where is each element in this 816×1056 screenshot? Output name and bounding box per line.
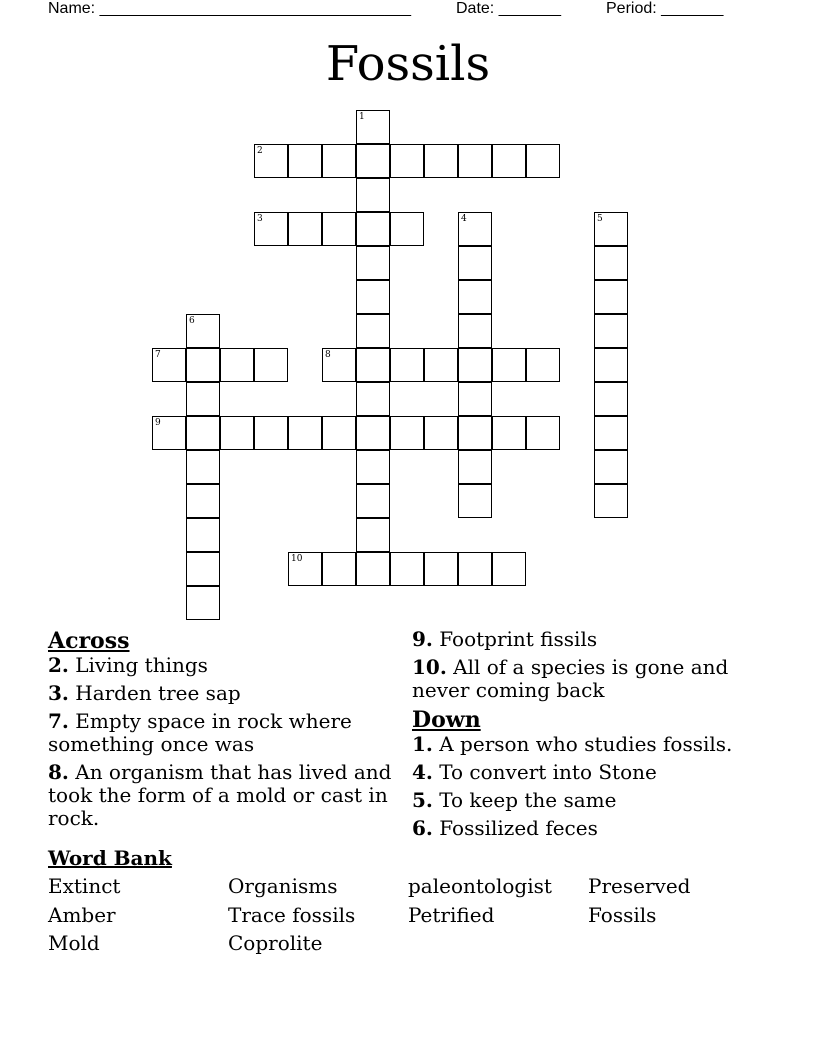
name-field: Name: ___________________________________ <box>48 0 412 17</box>
crossword-cell[interactable] <box>356 416 390 450</box>
crossword-cell[interactable] <box>526 144 560 178</box>
crossword-cell[interactable] <box>390 348 424 382</box>
crossword-cell[interactable] <box>458 212 492 246</box>
crossword-cell[interactable] <box>458 144 492 178</box>
crossword-cell[interactable] <box>424 348 458 382</box>
crossword-cell[interactable] <box>424 144 458 178</box>
crossword-cell[interactable] <box>322 212 356 246</box>
clues-right-column <box>412 628 792 845</box>
crossword-cell[interactable] <box>458 246 492 280</box>
across-heading: Across <box>48 628 130 654</box>
word-bank-item: Mold <box>48 931 100 955</box>
word-bank <box>48 873 768 959</box>
date-field: Date: _______ <box>456 0 561 17</box>
crossword-cell[interactable] <box>322 552 356 586</box>
crossword-cell[interactable] <box>356 348 390 382</box>
crossword-cell[interactable] <box>492 144 526 178</box>
crossword-cell[interactable] <box>526 348 560 382</box>
across-clue-9: 9. Footprint fissils <box>412 627 598 651</box>
crossword-cell[interactable] <box>186 348 220 382</box>
down-clue-4: 4. To convert into Stone <box>412 760 657 784</box>
crossword-cell[interactable] <box>356 178 390 212</box>
crossword-cell[interactable] <box>356 484 390 518</box>
crossword-cell[interactable] <box>390 212 424 246</box>
word-bank-item: Amber <box>48 902 116 927</box>
crossword-cell[interactable] <box>390 144 424 178</box>
word-bank-item: Preserved <box>588 874 691 898</box>
crossword-cell[interactable] <box>356 382 390 416</box>
crossword-cell[interactable] <box>356 450 390 484</box>
page-title: Fossils <box>325 36 491 92</box>
down-clue-5: 5. To keep the same <box>412 788 617 812</box>
clue-number: 9 <box>155 418 161 428</box>
crossword-cell[interactable] <box>492 552 526 586</box>
crossword-cell[interactable] <box>186 484 220 518</box>
crossword-cell[interactable] <box>254 348 288 382</box>
across-clue-3: 3. Harden tree sap <box>48 681 241 705</box>
clue-number: 4 <box>461 214 467 224</box>
across-clue-2: 2. Living things <box>48 653 208 677</box>
clue-number: 6 <box>189 316 195 326</box>
clue-number: 5 <box>597 214 603 224</box>
crossword-cell[interactable] <box>186 586 220 620</box>
crossword-cell[interactable] <box>594 484 628 518</box>
down-clue-1: 1. A person who studies fossils. <box>412 732 733 756</box>
crossword-cell[interactable] <box>356 110 390 144</box>
word-bank-item: Fossils <box>588 902 657 927</box>
crossword-cell[interactable] <box>322 144 356 178</box>
crossword-cell[interactable] <box>186 450 220 484</box>
crossword-cell[interactable] <box>254 416 288 450</box>
crossword-cell[interactable] <box>186 416 220 450</box>
crossword-cell[interactable] <box>356 246 390 280</box>
crossword-cell[interactable] <box>152 348 186 382</box>
crossword-cell[interactable] <box>254 212 288 246</box>
crossword-cell[interactable] <box>152 416 186 450</box>
crossword-cell[interactable] <box>288 416 322 450</box>
crossword-cell[interactable] <box>594 416 628 450</box>
down-clue-6: 6. Fossilized feces <box>412 816 598 840</box>
crossword-cell[interactable] <box>458 348 492 382</box>
crossword-cell[interactable] <box>458 382 492 416</box>
clue-number: 8 <box>325 350 331 360</box>
crossword-cell[interactable] <box>322 348 356 382</box>
clue-number: 2 <box>257 146 263 156</box>
word-bank-heading: Word Bank <box>48 846 172 870</box>
crossword-cell[interactable] <box>186 382 220 416</box>
crossword-cell[interactable] <box>424 552 458 586</box>
crossword-cell[interactable] <box>356 144 390 178</box>
crossword-cell[interactable] <box>322 416 356 450</box>
word-bank-item: Coprolite <box>228 931 323 955</box>
across-clue-7: 7. Empty space in rock where something once was <box>48 709 352 756</box>
crossword-cell[interactable] <box>220 416 254 450</box>
crossword-cell[interactable] <box>424 416 458 450</box>
crossword-cell[interactable] <box>594 246 628 280</box>
crossword-cell[interactable] <box>594 450 628 484</box>
down-heading: Down <box>412 707 481 733</box>
crossword-cell[interactable] <box>526 416 560 450</box>
word-bank-item: paleontologist <box>408 874 552 898</box>
crossword-cell[interactable] <box>458 280 492 314</box>
crossword-cell[interactable] <box>594 382 628 416</box>
word-bank-item: Trace fossils <box>228 902 356 927</box>
crossword-cell[interactable] <box>458 450 492 484</box>
crossword-cell[interactable] <box>356 314 390 348</box>
crossword-cell[interactable] <box>186 552 220 586</box>
crossword-cell[interactable] <box>220 348 254 382</box>
word-bank-item: Petrified <box>408 902 495 927</box>
clue-number: 10 <box>291 554 303 564</box>
crossword-cell[interactable] <box>356 552 390 586</box>
crossword-cell[interactable] <box>458 552 492 586</box>
crossword-cell[interactable] <box>254 144 288 178</box>
clues-left-column <box>48 628 408 835</box>
crossword-cell[interactable] <box>356 212 390 246</box>
crossword-cell[interactable] <box>458 484 492 518</box>
clue-number: 3 <box>257 214 263 224</box>
crossword-cell[interactable] <box>492 416 526 450</box>
crossword-cell[interactable] <box>594 348 628 382</box>
crossword-cell[interactable] <box>594 314 628 348</box>
crossword-cell[interactable] <box>458 416 492 450</box>
word-bank-item: Extinct <box>48 874 121 898</box>
clue-number: 1 <box>359 112 365 122</box>
crossword-cell[interactable] <box>186 314 220 348</box>
period-field: Period: _______ <box>606 0 724 17</box>
crossword-cell[interactable] <box>390 416 424 450</box>
crossword-cell[interactable] <box>288 552 322 586</box>
clue-number: 7 <box>155 350 161 360</box>
crossword-cell[interactable] <box>356 280 390 314</box>
word-bank-item: Organisms <box>228 874 338 898</box>
crossword-cell[interactable] <box>288 212 322 246</box>
across-clue-10: 10. All of a species is gone and never coming back <box>412 655 729 702</box>
crossword-cell[interactable] <box>492 348 526 382</box>
crossword-cell[interactable] <box>458 314 492 348</box>
across-clue-8: 8. An organism that has lived and took the form of a mold or cast in rock. <box>48 760 392 830</box>
crossword-cell[interactable] <box>594 212 628 246</box>
crossword-cell[interactable] <box>356 518 390 552</box>
crossword-cell[interactable] <box>390 552 424 586</box>
crossword-cell[interactable] <box>186 518 220 552</box>
crossword-cell[interactable] <box>594 280 628 314</box>
crossword-cell[interactable] <box>288 144 322 178</box>
